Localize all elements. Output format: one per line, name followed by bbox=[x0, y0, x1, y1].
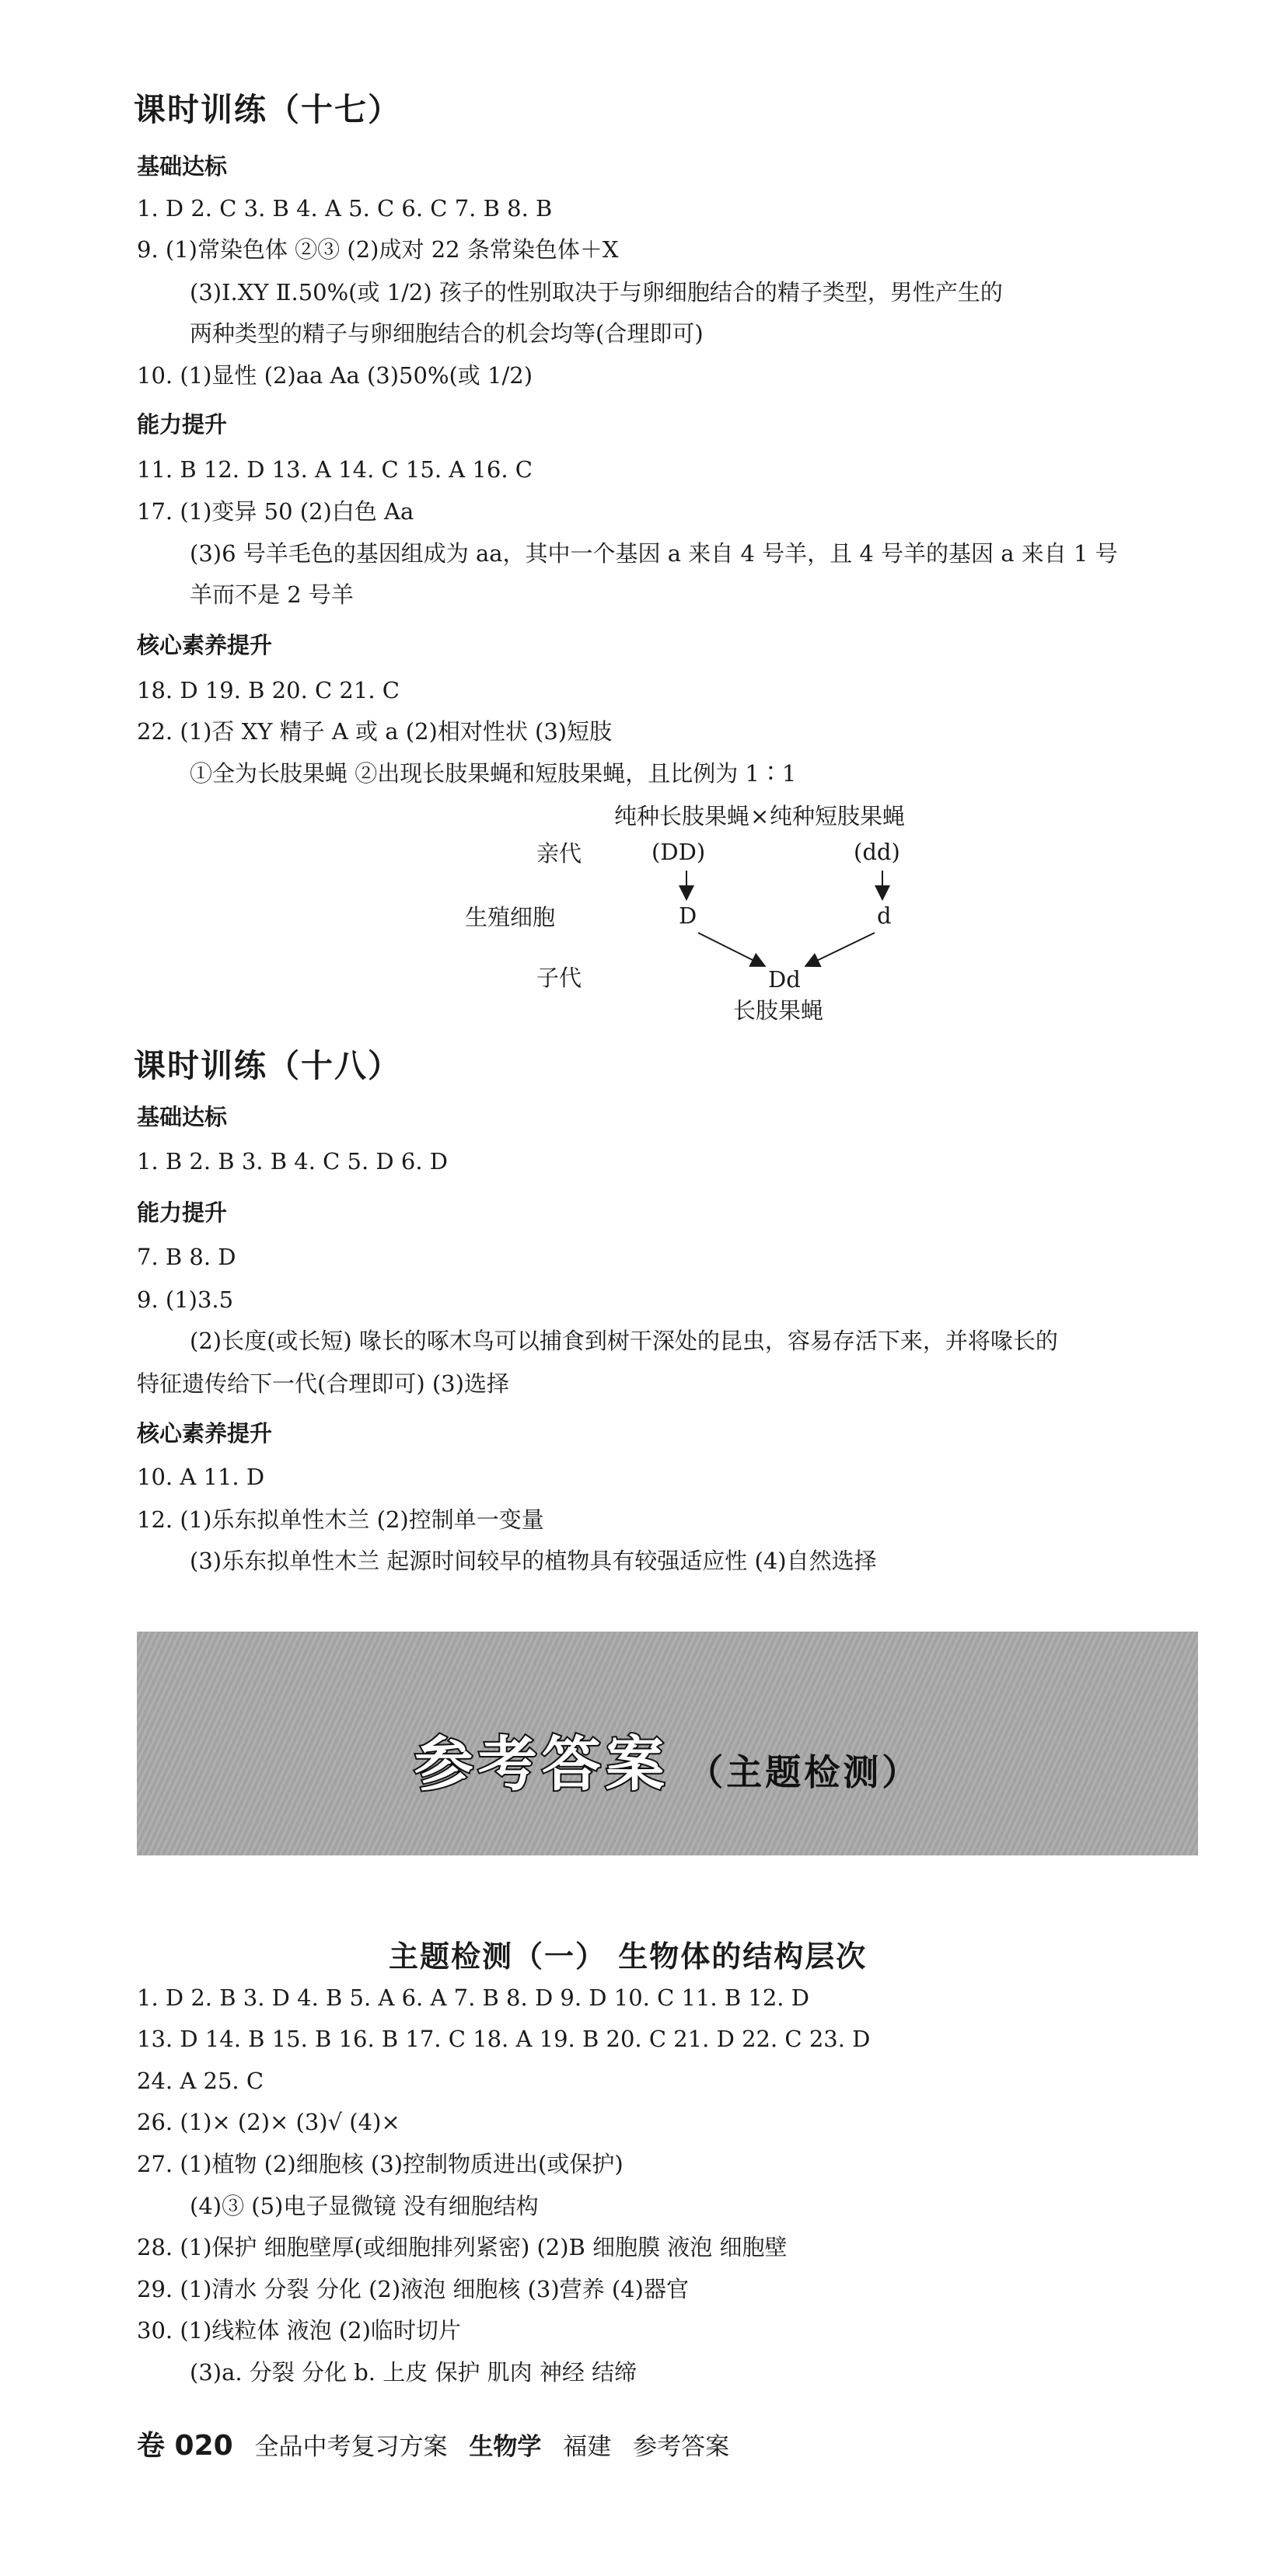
answer-line: 羊而不是 2 号羊 bbox=[190, 581, 354, 608]
offspring-genotype: Dd bbox=[768, 966, 801, 993]
answer-line: 特征遗传给下一代(合理即可) (3)选择 bbox=[137, 1370, 509, 1397]
gamete-left: D bbox=[679, 902, 697, 929]
answer-line: 11. B 12. D 13. A 14. C 15. A 16. C bbox=[137, 456, 533, 483]
footer-label: 参考答案 bbox=[633, 2433, 730, 2461]
footer-book: 全品中考复习方案 bbox=[254, 2433, 448, 2461]
answer-line: (3)Ⅰ.XY Ⅱ.50%(或 1/2) 孩子的性别取决于与卵细胞结合的精子类型，男性产生的 bbox=[190, 279, 1003, 305]
answer-line: 28. (1)保护 细胞壁厚(或细胞排列紧密) (2)B 细胞膜 液泡 细胞壁 bbox=[137, 2234, 788, 2260]
answer-line: 10. A 11. D bbox=[137, 1464, 265, 1490]
answer-line: 18. D 19. B 20. C 21. C bbox=[137, 677, 400, 703]
parent-left-label: 纯种长肢果蝇 bbox=[614, 803, 750, 829]
section18-core-heading: 核心素养提升 bbox=[137, 1420, 273, 1447]
answer-line: 29. (1)清水 分裂 分化 (2)液泡 细胞核 (3)营养 (4)器官 bbox=[137, 2276, 689, 2302]
answer-line: (2)长度(或长短) 喙长的啄木鸟可以捕食到树干深处的昆虫，容易存活下来，并将喙长的 bbox=[190, 1328, 1058, 1354]
section18-ability-heading: 能力提升 bbox=[137, 1199, 228, 1226]
answer-line: (3)乐东拟单性木兰 起源时间较早的植物具有较强适应性 (4)自然选择 bbox=[190, 1548, 877, 1574]
footer-subject: 生物学 bbox=[469, 2433, 542, 2461]
answer-line: 30. (1)线粒体 液泡 (2)临时切片 bbox=[137, 2317, 461, 2344]
banner-main-text: 参考答案 bbox=[414, 1730, 669, 1799]
answer-line: 22. (1)否 XY 精子 A 或 a (2)相对性状 (3)短肢 bbox=[137, 718, 613, 745]
section17-title: 课时训练（十七） bbox=[134, 91, 401, 128]
gamete-right: d bbox=[877, 902, 892, 929]
answer-line: 9. (1)3.5 bbox=[137, 1286, 234, 1313]
genotype-right: (dd) bbox=[854, 839, 900, 865]
answer-key-banner bbox=[137, 1632, 1198, 1855]
genotype-left: (DD) bbox=[651, 839, 706, 865]
parent-right-label: 纯种短肢果蝇 bbox=[770, 803, 906, 829]
answer-line: 1. D 2. C 3. B 4. A 5. C 6. C 7. B 8. B bbox=[137, 195, 553, 222]
answer-line: 10. (1)显性 (2)aa Aa (3)50%(或 1/2) bbox=[137, 362, 533, 389]
arrow-converge-right bbox=[807, 933, 875, 965]
arrow-converge-left bbox=[698, 933, 763, 965]
answer-line: 13. D 14. B 15. B 16. B 17. C 18. A 19. B 20. C 21. D 22. C 23. D bbox=[137, 2026, 871, 2052]
section17-ability-heading: 能力提升 bbox=[137, 411, 228, 438]
offspring-phenotype: 长肢果蝇 bbox=[733, 997, 824, 1024]
answer-line: 17. (1)变异 50 (2)白色 Aa bbox=[137, 498, 414, 525]
section17-basic-heading: 基础达标 bbox=[137, 153, 228, 180]
footer-region: 福建 bbox=[563, 2433, 612, 2461]
answer-line: 7. B 8. D bbox=[137, 1244, 236, 1270]
section17-core-heading: 核心素养提升 bbox=[137, 632, 273, 658]
page-footer bbox=[137, 2424, 729, 2463]
section18-basic-heading: 基础达标 bbox=[137, 1104, 228, 1130]
banner-paren-text: （主题检测） bbox=[687, 1751, 921, 1793]
gametes-row-label: 生殖细胞 bbox=[465, 904, 556, 930]
answer-line: (3)6 号羊毛色的基因组成为 aa，其中一个基因 a 来自 4 号羊，且 4 号羊的基因 a 来自 1 号 bbox=[190, 540, 1118, 567]
footer-volume: 卷 020 bbox=[137, 2430, 233, 2462]
answer-line: 12. (1)乐东拟单性木兰 (2)控制单一变量 bbox=[137, 1506, 544, 1533]
topic1-title: 主题检测（一） 生物体的结构层次 bbox=[389, 1939, 868, 1974]
answer-line: 27. (1)植物 (2)细胞核 (3)控制物质进出(或保护) bbox=[137, 2151, 624, 2177]
answer-line: 24. A 25. C bbox=[137, 2068, 264, 2094]
cross-symbol: × bbox=[750, 803, 770, 829]
parents-row-label: 亲代 bbox=[536, 840, 582, 867]
answer-line: 两种类型的精子与卵细胞结合的机会均等(合理即可) bbox=[190, 320, 704, 347]
answer-line: (4)③ (5)电子显微镜 没有细胞结构 bbox=[190, 2193, 539, 2219]
genetic-cross-diagram bbox=[435, 793, 980, 1026]
answer-line: 26. (1)× (2)× (3)√ (4)× bbox=[137, 2109, 400, 2135]
answer-line: 1. D 2. B 3. D 4. B 5. A 6. A 7. B 8. D 9. D 10. C 11. B 12. D bbox=[137, 1984, 809, 2011]
offspring-row-label: 子代 bbox=[536, 965, 582, 991]
answer-line: 1. B 2. B 3. B 4. C 5. D 6. D bbox=[137, 1148, 449, 1175]
answer-line: 9. (1)常染色体 ②③ (2)成对 22 条常染色体＋X bbox=[137, 236, 619, 263]
answer-line: (3)a. 分裂 分化 b. 上皮 保护 肌肉 神经 结缔 bbox=[190, 2359, 637, 2386]
answer-line: ①全为长肢果蝇 ②出现长肢果蝇和短肢果蝇，且比例为 1∶1 bbox=[190, 760, 797, 787]
section18-title: 课时训练（十八） bbox=[134, 1047, 401, 1084]
